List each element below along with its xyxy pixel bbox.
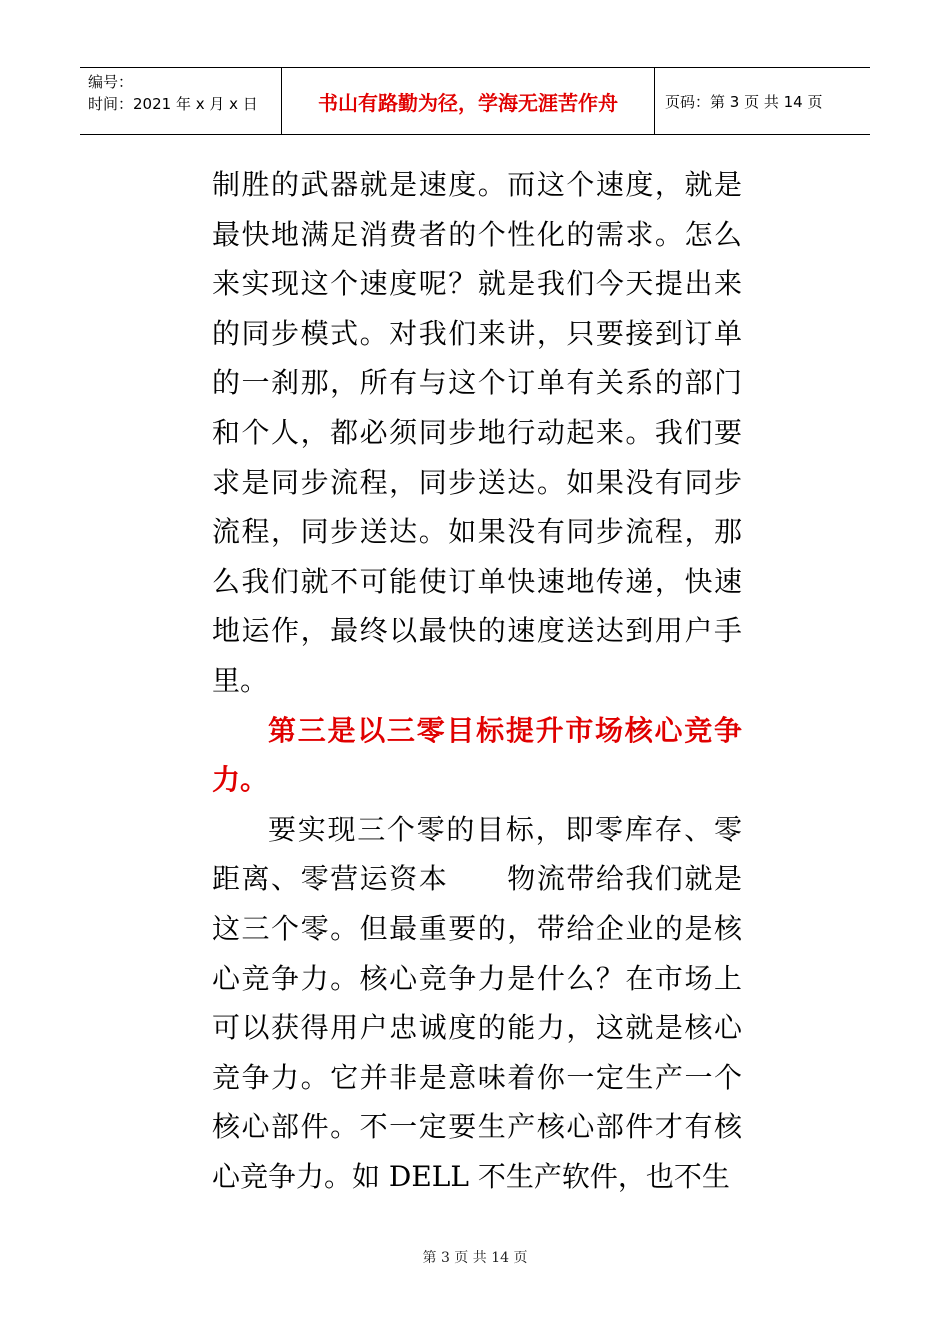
body-paragraph: 制胜的武器就是速度。而这个速度，就是最快地满足消费者的个性化的需求。怎么来实现这个速度呢？就是我们今天提出来的同步模式。对我们来讲，只要接到订单的一刹那，所有与这个订单有关系的部门和个人，都必须同步地行动起来。我们要求是同步流程，同步送达。如果没有同步流程，同步送达。如果没有同步流程，那么我们就不可能使订单快速地传递，快速地运作，最终以最快的速度送达到用户手里。 bbox=[212, 168, 742, 697]
document-code-label: 编号： bbox=[88, 73, 134, 91]
document-header bbox=[80, 67, 870, 135]
header-motto: 书山有路勤为径，学海无涯苦作舟 bbox=[282, 68, 655, 134]
header-page-info: 页码：第 3 页 共 14 页 bbox=[665, 92, 823, 111]
header-meta-cell bbox=[80, 68, 282, 134]
document-body bbox=[212, 160, 742, 1201]
document-date: 时间：2021 年 x 月 x 日 bbox=[88, 95, 258, 113]
section-heading: 第三是以三零目标提升市场核心竞争力。 bbox=[212, 713, 742, 797]
body-paragraph: 要实现三个零的目标，即零库存、零距离、零营运资本 物流带给我们就是这三个零。但最重要的，带给企业的是核心竞争力。核心竞争力是什么？在市场上可以获得用户忠诚度的能力，这就是核心竞争力。它并非是意味着你一定生产一个核心部件。不一定要生产核心部件才有核心竞争力。如 DELL 不生产软件，也不生 bbox=[212, 812, 742, 1193]
page-footer: 第 3 页 共 14 页 bbox=[422, 1250, 528, 1266]
